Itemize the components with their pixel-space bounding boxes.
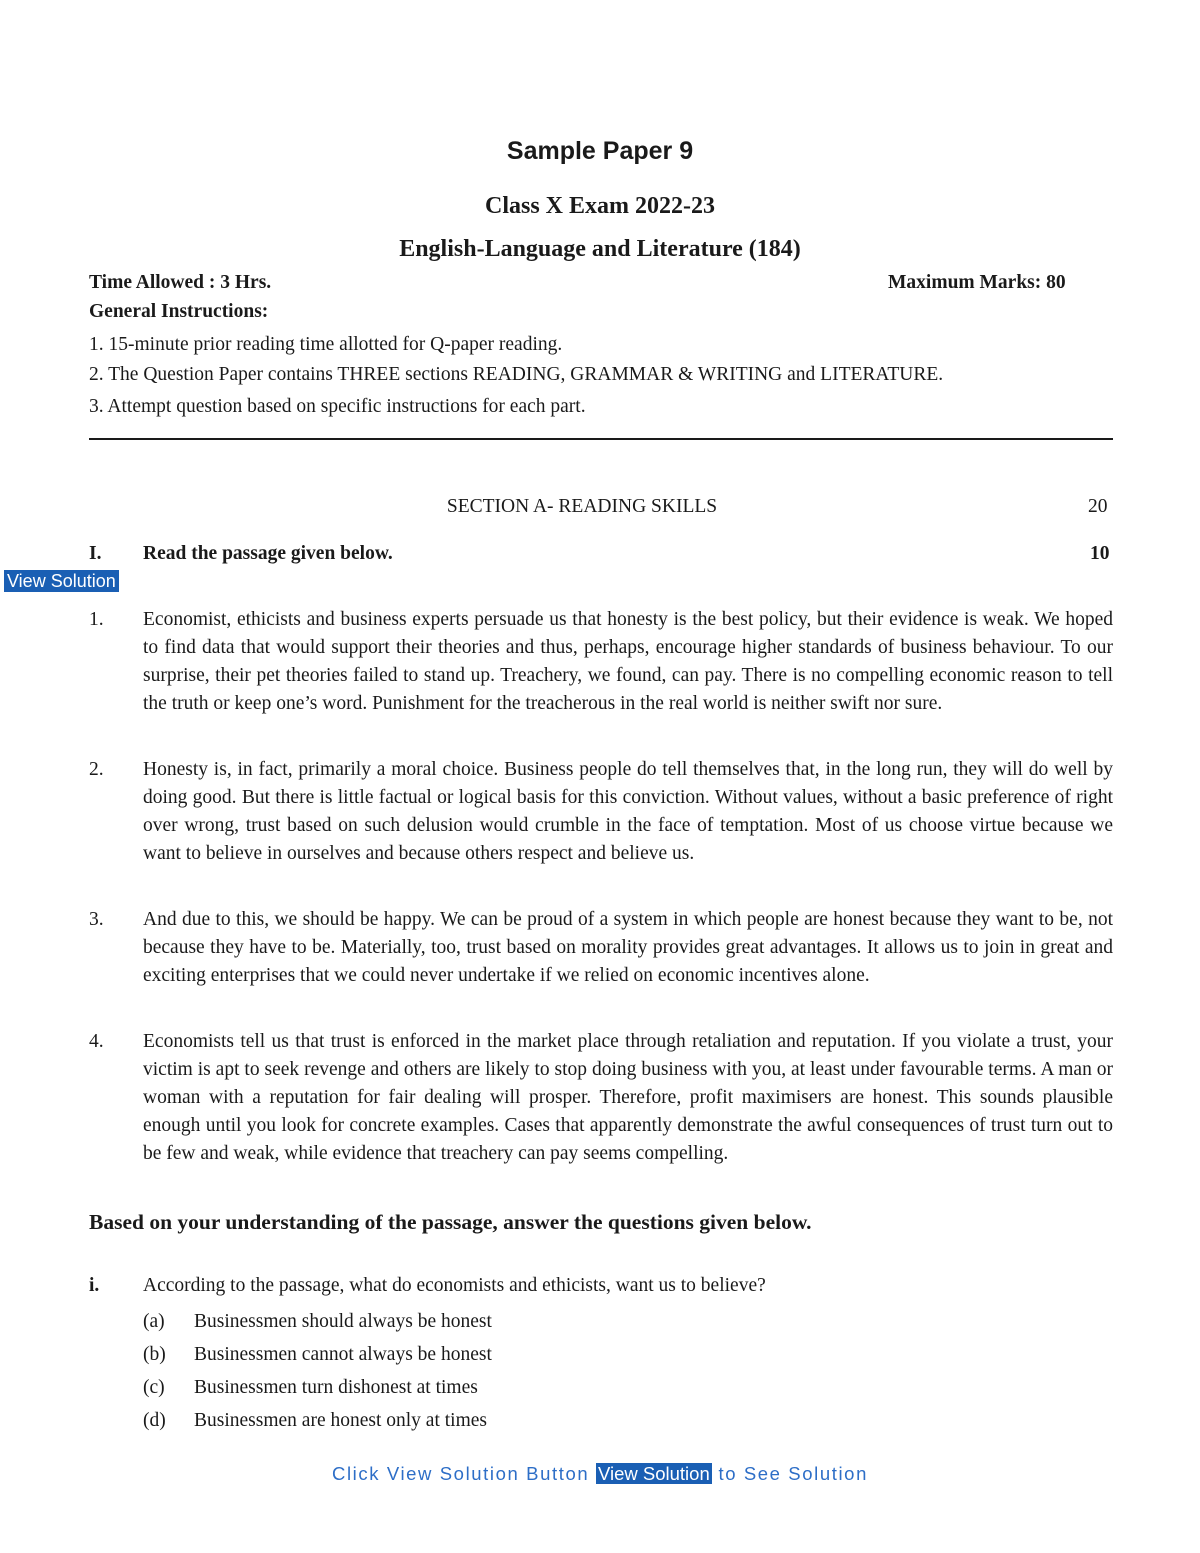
instructions-heading: General Instructions: bbox=[89, 301, 269, 322]
section-marks: 20 bbox=[1088, 496, 1108, 517]
answer-option bbox=[143, 1374, 478, 1402]
option-label: (d) bbox=[143, 1410, 166, 1431]
question-number: I. bbox=[89, 543, 102, 564]
paper-title: Sample Paper 9 bbox=[506, 137, 694, 165]
option-text: Businessmen turn dishonest at times bbox=[194, 1377, 478, 1398]
instruction-item: 1. 15-minute prior reading time allotted for Q-paper reading. bbox=[89, 334, 563, 355]
answer-option bbox=[143, 1407, 487, 1435]
sub-question-text: According to the passage, what do economists and ethicists, want us to believe? bbox=[143, 1275, 766, 1296]
paragraph-text: Economists tell us that trust is enforced in the market place through retaliation and reputation. If you violate a trust, your victim is apt to seek revenge and others are likely to stop doing business with you, at least under favourable terms. A man or woman with a reputation for fair dealing will prosper. Therefore, profit maximisers are honest. This sounds plausible enough until you look for concrete examples. Cases that apparently demonstrate the awful consequences of trust turn out to be few and weak, while evidence that treachery can pay seems compelling. bbox=[143, 1031, 1113, 1164]
paragraph-number: 1. bbox=[89, 609, 104, 630]
question-marks: 10 bbox=[1090, 543, 1110, 564]
paragraph-text: Economist, ethicists and business experts persuade us that honesty is the best policy, but their evidence is weak. We hoped to find data that would support their theories and thus, perhaps, encourage higher standards of business behaviour. To our surprise, their pet theories failed to stand up. Treachery, we found, can pay. There is no compelling economic reason to tell the truth or keep one’s word. Punishment for the treacherous in the real world is neither swift nor sure. bbox=[143, 609, 1113, 714]
view-solution-button[interactable]: View Solution bbox=[4, 570, 119, 592]
time-allowed: Time Allowed : 3 Hrs. bbox=[89, 272, 272, 293]
passage-paragraph bbox=[89, 1028, 1113, 1168]
footer-text-before: Click View Solution Button bbox=[332, 1463, 596, 1484]
answer-option bbox=[143, 1308, 492, 1336]
option-label: (c) bbox=[143, 1377, 165, 1398]
question-prompt: Read the passage given below. bbox=[143, 543, 393, 564]
answer-instruction: Based on your understanding of the passage, answer the questions given below. bbox=[89, 1210, 812, 1234]
paragraph-text: And due to this, we should be happy. We can be proud of a system in which people are honest because they want to be, not because they have to be. Materially, too, trust based on morality provides great advantages. It allows us to join in great and exciting enterprises that we could never undertake if we relied on economic incentives alone. bbox=[143, 909, 1113, 986]
footer-view-solution-button[interactable]: View Solution bbox=[597, 1463, 710, 1484]
paragraph-number: 4. bbox=[89, 1031, 104, 1052]
option-label: (b) bbox=[143, 1344, 166, 1365]
option-text: Businessmen should always be honest bbox=[194, 1311, 492, 1332]
sub-question-number: i. bbox=[89, 1275, 100, 1296]
answer-option bbox=[143, 1341, 492, 1369]
instruction-item: 3. Attempt question based on specific instructions for each part. bbox=[89, 396, 586, 417]
paragraph-number: 2. bbox=[89, 759, 104, 780]
instruction-item: 2. The Question Paper contains THREE sections READING, GRAMMAR & WRITING and LITERATURE. bbox=[89, 364, 944, 385]
option-label: (a) bbox=[143, 1311, 165, 1332]
divider bbox=[89, 438, 1113, 440]
option-text: Businessmen are honest only at times bbox=[194, 1410, 487, 1431]
option-text: Businessmen cannot always be honest bbox=[194, 1344, 492, 1365]
maximum-marks: Maximum Marks: 80 bbox=[888, 272, 1066, 293]
section-title: SECTION A- READING SKILLS bbox=[446, 496, 718, 517]
footer-note bbox=[0, 1463, 1200, 1485]
passage-paragraph bbox=[89, 906, 1113, 990]
paragraph-number: 3. bbox=[89, 909, 104, 930]
exam-title: Class X Exam 2022-23 bbox=[484, 193, 715, 219]
passage-paragraph bbox=[89, 756, 1113, 868]
passage-paragraph bbox=[89, 606, 1113, 718]
subject-title: English-Language and Literature (184) bbox=[399, 236, 801, 262]
paragraph-text: Honesty is, in fact, primarily a moral choice. Business people do tell themselves that, in the long run, they will do well by doing good. But there is little factual or logical basis for this conviction. Without values, without a basic preference of right over wrong, trust based on such delusion would crumble in the face of temptation. Most of us choose virtue because we want to believe in ourselves and because others respect and believe us. bbox=[143, 759, 1113, 864]
footer-text-after: to See Solution bbox=[711, 1463, 868, 1484]
